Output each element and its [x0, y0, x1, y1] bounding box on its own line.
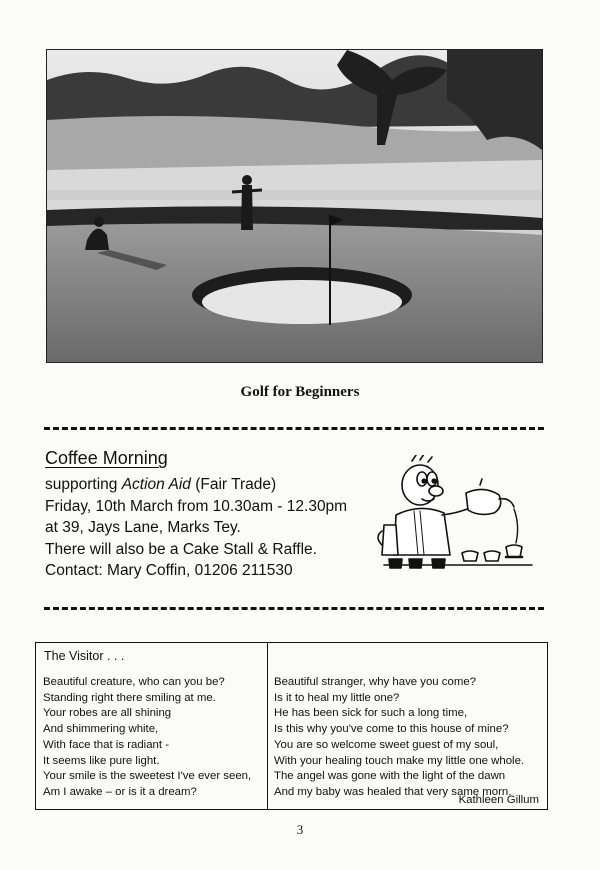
coffee-line-1-post: (Fair Trade): [190, 476, 277, 493]
poem-line: He has been sick for such a long time,: [274, 707, 468, 720]
coffee-morning-details: [45, 474, 347, 582]
poem-line: Is it to heal my little one?: [274, 691, 400, 704]
poem-line: Beautiful stranger, why have you come?: [274, 676, 476, 688]
poem-column-divider: [267, 643, 268, 809]
poem-right-column: [274, 675, 524, 801]
poem-line: And shimmering white,: [43, 723, 159, 736]
poem-line: Am I awake – or is it a dream?: [43, 785, 197, 798]
poem-line: Your smile is the sweetest I've ever seen,: [43, 770, 252, 783]
poem-line: With face that is radiant -: [43, 738, 169, 751]
coffee-line-1: [45, 474, 347, 496]
poem-left-column: [43, 675, 251, 801]
poem-line: It seems like pure light.: [43, 754, 160, 767]
coffee-morning-title: Coffee Morning: [45, 448, 168, 468]
poem-line: With your healing touch make my little one whole.: [274, 754, 525, 767]
coffee-line-2: Friday, 10th March from 10.30am - 12.30pm: [45, 497, 348, 515]
poem-line: Standing right there smiling at me.: [43, 691, 216, 704]
poem-line: Beautiful creature, who can you be?: [43, 676, 225, 688]
photo-caption: Golf for Beginners: [240, 384, 360, 400]
coffee-line-1-pre: supporting: [45, 476, 122, 493]
poem-line: Your robes are all shining: [43, 707, 172, 720]
poem-line: Is this why you've come to this house of mine?: [274, 723, 509, 736]
poem-author: Kathleen Gillum: [458, 794, 539, 806]
action-aid-text: Action Aid: [121, 476, 191, 493]
coffee-line-5: Contact: Mary Coffin, 01206 211530: [45, 562, 293, 579]
poem-box: [35, 642, 548, 810]
poem-line: You are so welcome sweet guest of my soul,: [274, 738, 499, 751]
poem-line: And my baby was healed that very same morn.: [274, 785, 512, 798]
coffee-pouring-man-icon: [354, 455, 534, 585]
poem-line: The angel was gone with the light of the dawn: [274, 770, 506, 783]
golf-course-photo: [46, 49, 543, 363]
coffee-line-3: at 39, Jays Lane, Marks Tey.: [45, 519, 241, 536]
poem-title: The Visitor . . .: [44, 649, 125, 663]
dashed-divider-bottom: [44, 607, 544, 610]
coffee-line-4: There will also be a Cake Stall & Raffle.: [45, 540, 317, 558]
dashed-divider-top: [44, 427, 544, 430]
page-number: 3: [296, 822, 304, 837]
